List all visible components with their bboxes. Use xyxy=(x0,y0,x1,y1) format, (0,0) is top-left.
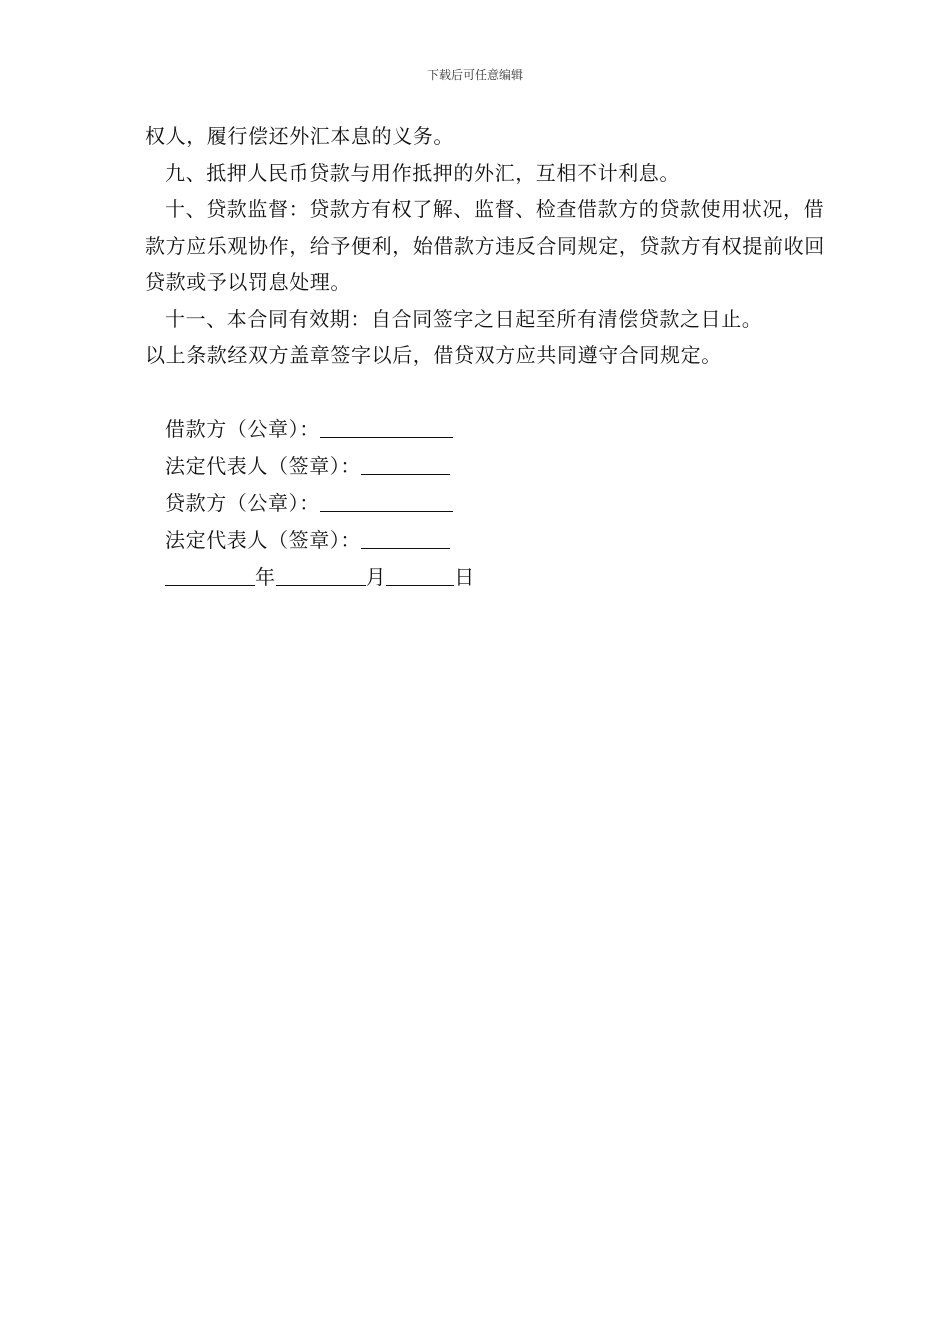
signature-block xyxy=(165,411,475,596)
borrower-rep-blank xyxy=(361,452,450,475)
borrower-seal-blank xyxy=(320,415,453,438)
date-month-blank xyxy=(276,563,366,586)
paragraph-continuation: 权人，履行偿还外汇本息的义务。 xyxy=(145,124,454,148)
signature-row-borrower-rep xyxy=(165,448,475,485)
page-header-note: 下载后可任意编辑 xyxy=(426,68,523,82)
lender-seal-label: 贷款方（公章）： xyxy=(165,491,320,515)
signature-row-date xyxy=(165,559,475,596)
borrower-seal-label: 借款方（公章）： xyxy=(165,417,320,441)
signature-row-lender-rep xyxy=(165,522,475,559)
paragraph-clause-10: 十、贷款监督：贷款方有权了解、监督、检查借款方的贷款使用状况，借款方应乐观协作，给予便利，始借款方违反合同规定，贷款方有权提前收回贷款或予以罚息处理。 xyxy=(145,197,825,294)
signature-row-lender xyxy=(165,485,475,522)
date-year-label: 年 xyxy=(255,565,276,589)
contract-body xyxy=(145,118,835,374)
paragraph-clause-9: 九、抵押人民币贷款与用作抵押的外汇，互相不计利息。 xyxy=(165,160,680,185)
date-month-label: 月 xyxy=(365,565,387,589)
date-day-label: 日 xyxy=(454,565,475,589)
lender-rep-blank xyxy=(361,526,450,549)
lender-seal-blank xyxy=(320,489,453,512)
date-year-blank xyxy=(165,563,255,586)
lender-rep-label: 法定代表人（签章）： xyxy=(165,528,361,552)
date-day-blank xyxy=(386,563,454,586)
paragraph-clause-11: 十一、本合同有效期：自合同签字之日起至所有清偿贷款之日止。 xyxy=(165,306,763,331)
paragraph-closing: 以上条款经双方盖章签字以后，借贷双方应共同遵守合同规定。 xyxy=(145,343,722,367)
borrower-rep-label: 法定代表人（签章）： xyxy=(165,454,361,478)
signature-row-borrower xyxy=(165,411,475,448)
